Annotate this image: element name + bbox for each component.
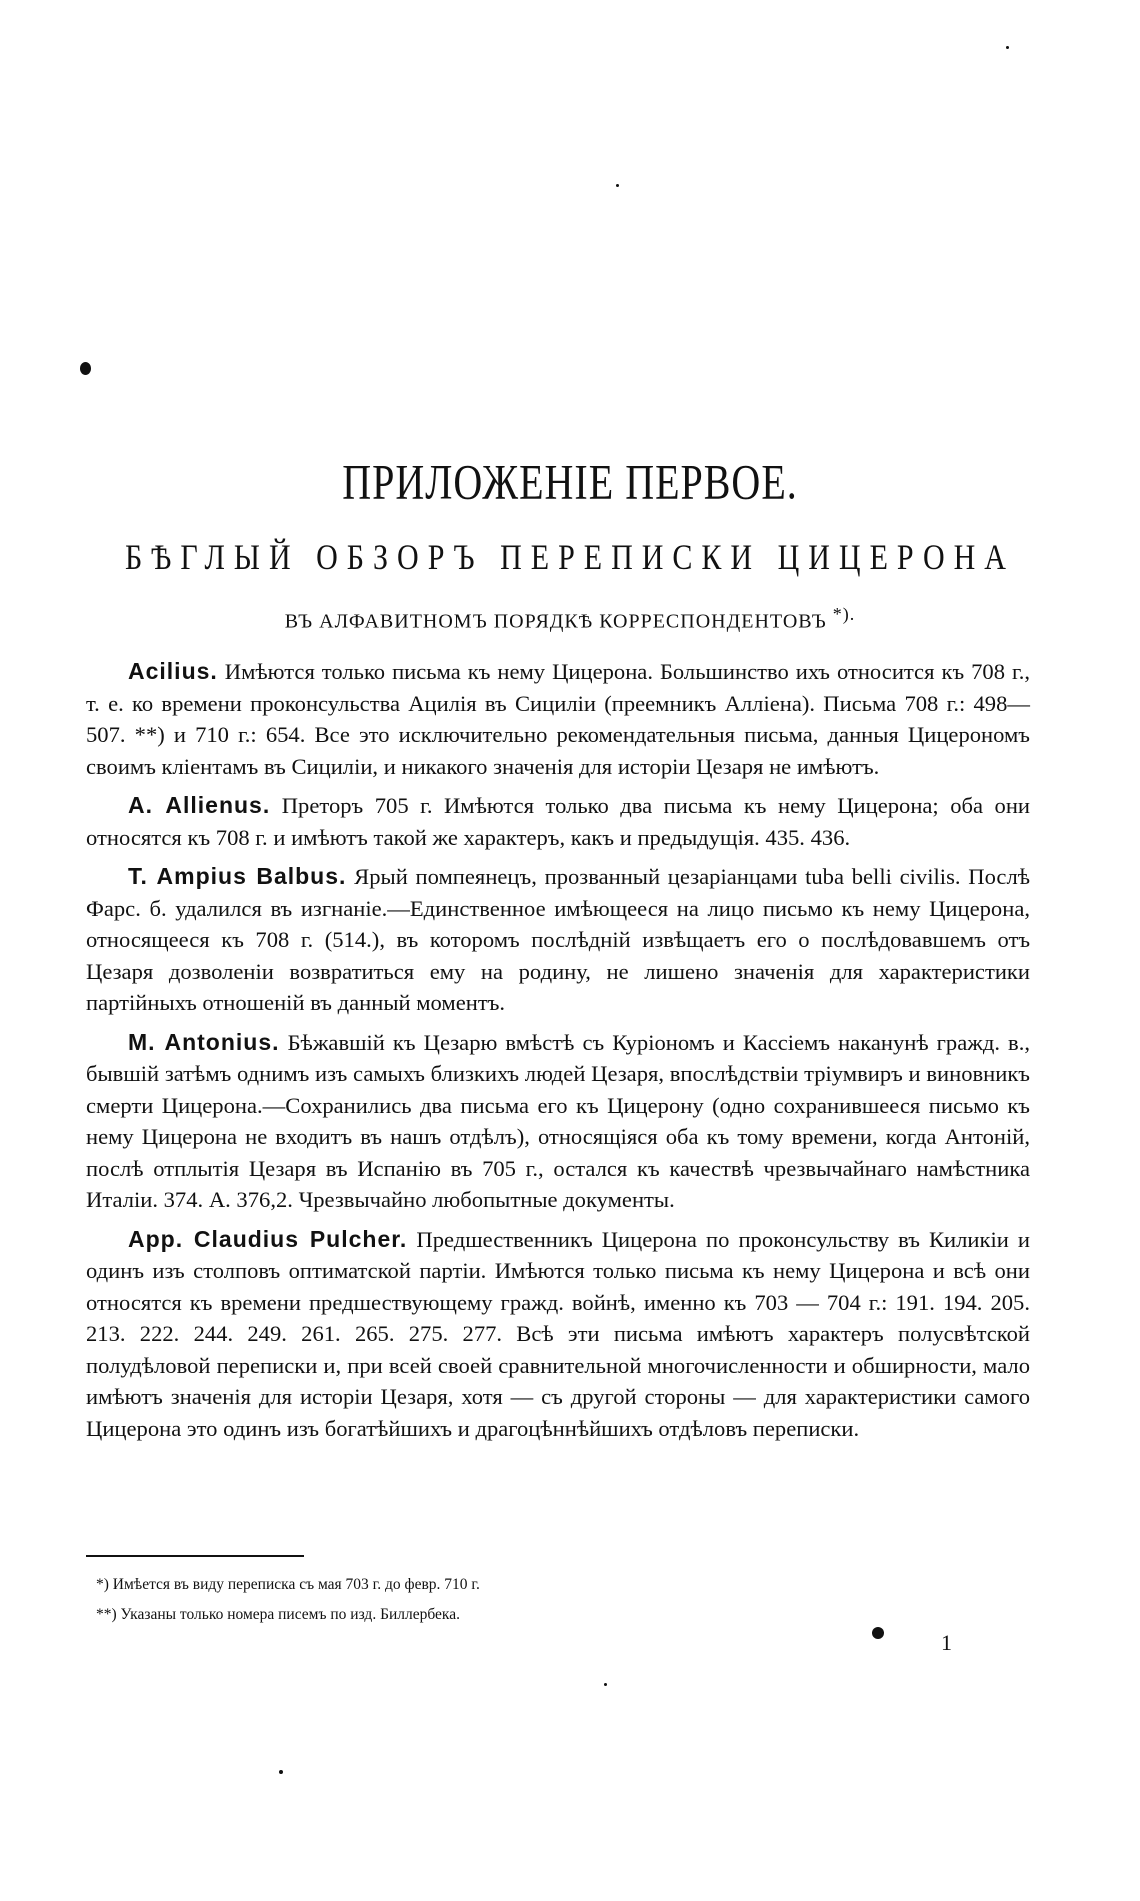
entry-text: Преторъ 705 г. Имѣются только два письма къ нему Цицерона; оба они относятся къ 708 г. и имѣютъ такой же характеръ, какъ и предыдущія. 435. 436. (86, 793, 1030, 850)
entry-ampius-balbus (86, 861, 1030, 1019)
entry-claudius-pulcher (86, 1224, 1030, 1445)
appendix-subtitle: БѢГЛЫЙ ОБЗОРЪ ПЕРЕПИСКИ ЦИЦЕРОНА (125, 538, 1015, 578)
appendix-subtitle-order (0, 604, 1140, 634)
ink-speck (616, 184, 619, 187)
footnote-2: **) Указаны только номера писемъ по изд. Биллербека. (96, 1606, 460, 1623)
entry-acilius (86, 656, 1030, 782)
footnote-1: *) Имѣется въ виду переписка съ мая 703 г. до февр. 710 г. (96, 1576, 480, 1593)
entry-text: Бѣжавшій къ Цезарю вмѣстѣ съ Куріономъ и Кассіемъ наканунѣ гражд. в., бывшій затѣмъ однимъ изъ самыхъ близкихъ людей Цезаря, впослѣдствіи тріумвиръ и виновникъ смерти Цицерона.—Сохранились два письма его къ Цицерону (одно сохранившееся письмо къ нему Цицерона не входитъ въ нашъ отдѣлъ), относящіяся оба къ тому времени, когда Антоній, послѣ отплытія Цезаря въ Испанію въ 705 г., остался къ качествѣ чрезвычайнаго намѣстника Италіи. 374. А. 376,2. Чрезвычайно любопытные документы. (86, 1029, 1030, 1212)
correspondent-name: T. Ampius Balbus. (128, 863, 347, 889)
correspondent-entries (86, 656, 1030, 1452)
entry-text: Ярый помпеянецъ, прозванный цезаріанцами tuba belli civilis. Послѣ Фарс. б. удалился въ изгнаніе.—Единственное имѣющееся на лицо письмо къ нему Цицерона, относящееся къ 708 г. (514.), въ которомъ послѣдній извѣщаетъ его о послѣдовавшемъ отъ Цезаря дозволеніи возвратиться ему на родину, не лишено значенія для характеристики партійныхъ отношеній въ данный моментъ. (86, 864, 1030, 1015)
correspondent-name: Acilius. (128, 658, 218, 684)
footnote-separator (86, 1555, 304, 1557)
page-number: 1 (941, 1630, 952, 1655)
entry-allienus (86, 790, 1030, 853)
ink-speck (279, 1770, 283, 1774)
entry-text: Предшественникъ Цицерона по проконсульству въ Киликіи и одинъ изъ столповъ оптиматской партіи. Имѣются только письма къ нему Цицерона и всѣ они относятся къ времени предшествующему гражд. войнѣ, именно къ 703 — 704 г.: 191. 194. 205. 213. 222. 244. 249. 261. 265. 275. 277. Всѣ эти письма имѣютъ характеръ полусвѣтской полудѣловой переписки и, при всей своей сравнительной многочисленности и обширности, мало имѣютъ значенія для исторіи Цезаря, хотя — съ другой стороны — для характеристики самого Цицерона это одинъ изъ богатѣйшихъ и драгоцѣннѣйшихъ отдѣловъ переписки. (86, 1226, 1031, 1441)
footnote-mark: *). (832, 604, 856, 624)
subtitle-order-text: ВЪ АЛФАВИТНОМЪ ПОРЯДКѢ КОРРЕСПОНДЕНТОВЪ (284, 610, 827, 633)
ink-speck (604, 1683, 607, 1686)
footnotes (96, 1570, 996, 1630)
correspondent-name: App. Claudius Pulcher. (128, 1225, 408, 1252)
entry-antonius (86, 1027, 1030, 1216)
correspondent-name: M. Antonius. (128, 1028, 280, 1055)
ink-speck (80, 362, 91, 375)
entry-text: Имѣются только письма къ нему Цицерона. Большинство ихъ относится къ 708 г., т. е. ко времени проконсульства Ацилія въ Сициліи (преемникъ Аллiена). Письма 708 г.: 498—507. **) и 710 г.: 654. Все это исключительно рекомендательныя письма, данныя Цицерономъ своимъ кліентамъ въ Сициліи, и никакого значенія для исторіи Цезаря не имѣютъ. (86, 659, 1030, 779)
correspondent-name: A. Allienus. (128, 792, 271, 818)
ink-speck (1006, 46, 1009, 49)
appendix-title: ПРИЛОЖЕНІЕ ПЕРВОЕ. (342, 453, 798, 510)
